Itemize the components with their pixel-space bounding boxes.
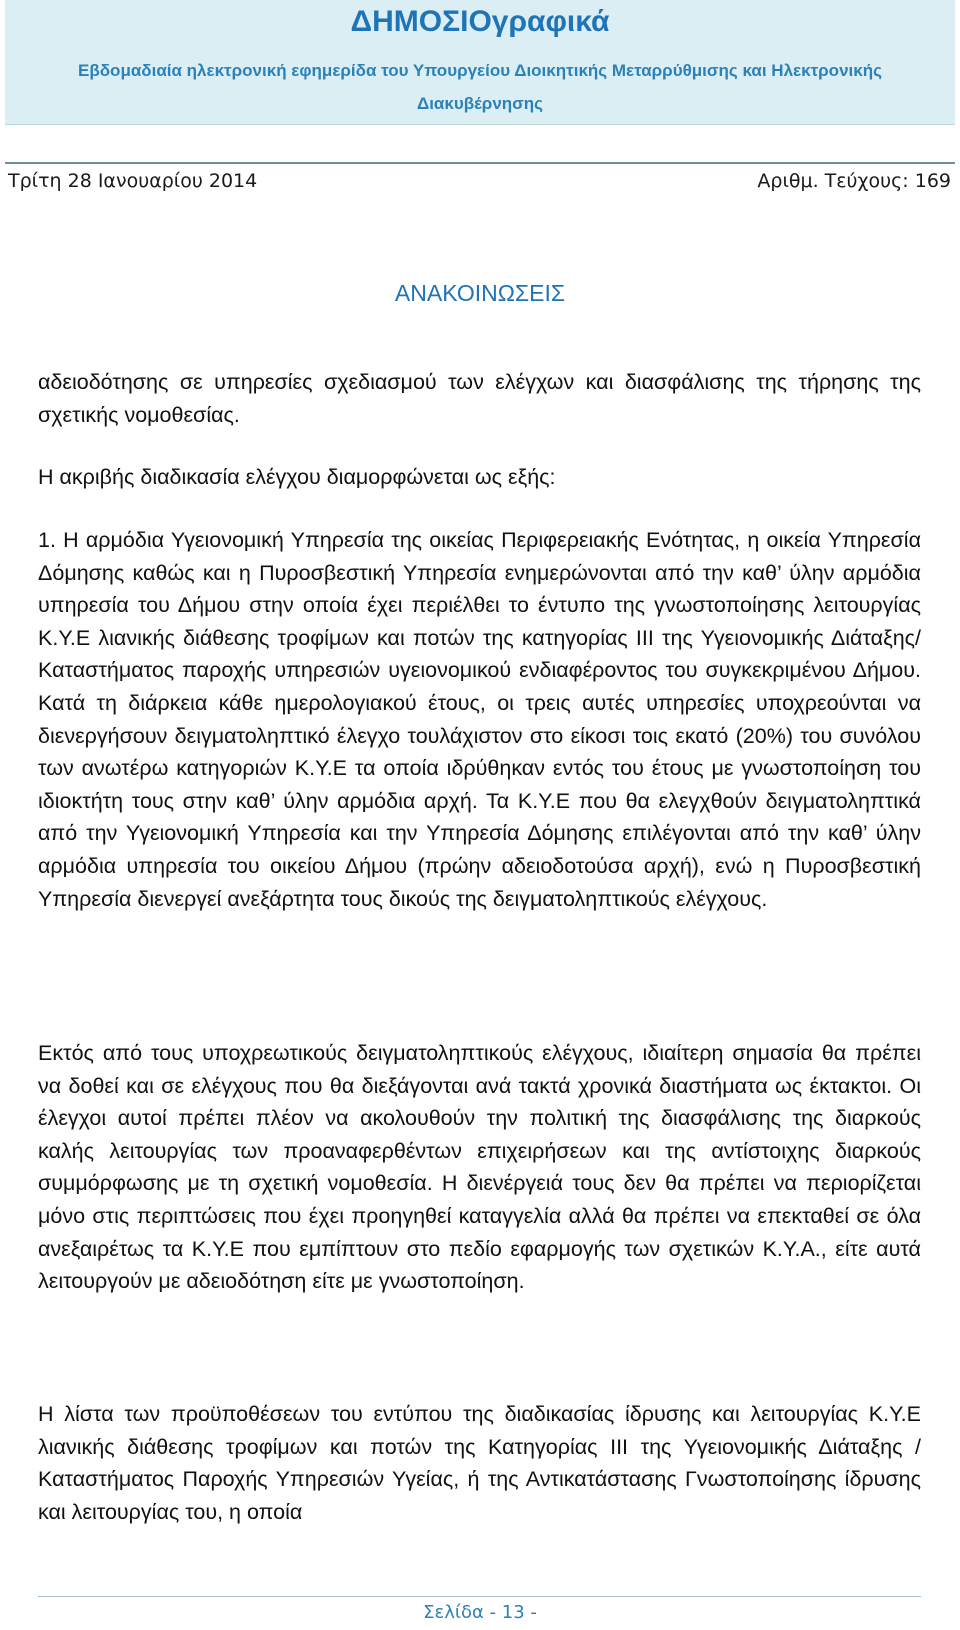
paragraph: Η λίστα των προϋποθέσεων του εντύπου της διαδικασίας ίδρυσης και λειτουργίας Κ.Υ.Ε λιανικής διάθεσης τροφίμων και ποτών της Κατηγορίας ΙΙΙ της Υγειονομικής Διάταξης / Καταστήματος Παροχής Υπηρεσιών Υγείας, ή της Αντικατάστασης Γνωστοποίησης ίδρυσης και λειτουργίας του, η οποία [38,1402,921,1524]
newspaper-title: ΔΗΜΟΣΙΟγραφικά [350,5,610,38]
issue-number: Αριθμ. Τεύχους: 169 [757,170,951,192]
paragraph-intro [38,366,921,431]
paragraph-item-1 [38,524,921,915]
paragraph-procedure-intro [38,461,921,494]
paragraph-extra-checks [38,1037,921,1298]
masthead-banner [5,0,955,125]
paragraph-checklist [38,1398,921,1528]
footer-divider [38,1596,921,1597]
paragraph: Εκτός από τους υποχρεωτικούς δειγματοληπτικούς ελέγχους, ιδιαίτερη σημασία θα πρέπει να δοθεί και σε ελέγχους που θα διεξάγονται ανά τακτά χρονικά διαστήματα ως έκτακτοι. Οι έλεγχοι αυτοί πρέπει πλέον να ακολουθούν την πολιτική της διασφάλισης της διαρκούς καλής λειτουργίας των προαναφερθέντων επιχειρήσεων και της αντίστοιχης διαρκούς συμμόρφωσης με τη σχετική νομοθεσία. Η διενέργειά τους δεν θα πρέπει να περιορίζεται μόνο στις περιπτώσεις που έχει προηγηθεί καταγγελία αλλά θα πρέπει να επεκταθεί σε όλα ανεξαιρέτως τα Κ.Υ.Ε που εμπίπτουν στο πεδίο εφαρμογής των σχετικών Κ.Υ.Α., είτε αυτά λειτουργούν με αδειοδότηση είτε με γνωστοποίηση. [38,1041,921,1294]
paragraph: Η ακριβής διαδικασία ελέγχου διαμορφώνεται ως εξής: [38,465,556,489]
paragraph: αδειοδότησης σε υπηρεσίες σχεδιασμού των ελέγχων και διασφάλισης της τήρησης της σχετικής νομοθεσίας. [38,370,921,427]
section-heading: ΑΝΑΚΟΙΝΩΣΕΙΣ [394,280,566,306]
issue-date: Τρίτη 28 Ιανουαρίου 2014 [8,170,258,192]
paragraph: 1. Η αρμόδια Υγειονομική Υπηρεσία της οικείας Περιφερειακής Ενότητας, η οικεία Υπηρεσία Δόμησης καθώς και η Πυροσβεστική Υπηρεσία ενημερώνονται από την καθ’ ύλην αρμόδια υπηρεσία του Δήμου στην οποία έχει περιέλθει το έντυπο της γνωστοποίησης λειτουργίας Κ.Υ.Ε λιανικής διάθεσης τροφίμων και ποτών της κατηγορίας ΙΙΙ της Υγειονομικής Διάταξης/ Καταστήματος παροχής υπηρεσιών υγειονομικού ενδιαφέροντος του συγκεκριμένου Δήμου. Κατά τη διάρκεια κάθε ημερολογιακού έτους, οι τρεις αυτές υπηρεσίες υποχρεούνται να διενεργήσουν δειγματοληπτικό έλεγχο τουλάχιστον στο είκοσι τοις εκατό (20%) του συνόλου των ανωτέρω κατηγοριών Κ.Υ.Ε τα οποία ιδρύθηκαν εντός του έτους με γνωστοποίηση του ιδιοκτήτη τους στην καθ’ ύλην αρμόδια αρχή. Τα Κ.Υ.Ε που θα ελεγχθούν δειγματοληπτικά από την Υγειονομική Υπηρεσία και την Υπηρεσία Δόμησης επιλέγονται από την καθ’ ύλην αρμόδια υπηρεσία του οικείου Δήμου (πρώην αδειοδοτούσα αρχή), ενώ η Πυροσβεστική Υπηρεσία διενεργεί ανεξάρτητα τους δικούς της δειγματοληπτικούς ελέγχους. [38,528,921,911]
issue-info-bar [5,162,955,200]
newspaper-subtitle: Εβδομαδιαία ηλεκτρονική εφημερίδα του Υπουργείου Διοικητικής Μεταρρύθμισης και Ηλεκτρονικής Διακυβέρνησης [78,61,882,113]
page-number: Σελίδα - 13 - [423,1602,537,1623]
